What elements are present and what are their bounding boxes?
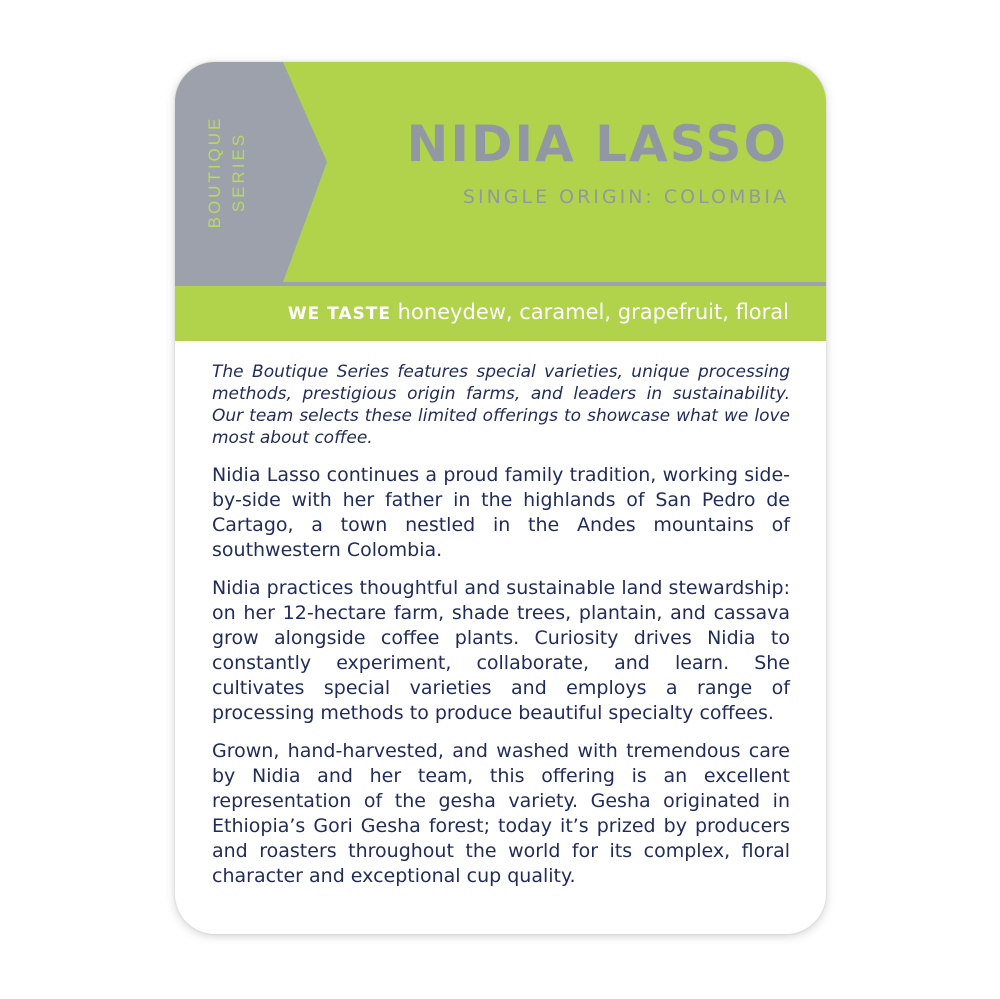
series-band <box>175 62 335 282</box>
tasting-notes-line <box>288 300 789 324</box>
description-paragraph: Grown, hand-harvested, and washed with tremendous care by Nidia and her team, this offering is an excellent representation of the gesha variety. Gesha originated in Ethiopia’s Gori Gesha forest; today it’s prized by producers and roasters throughout the world for its complex, floral character and exceptional cup quality. <box>212 740 790 887</box>
coffee-info-card <box>175 62 826 934</box>
series-label-line-1: BOUTIQUE <box>205 115 224 229</box>
tasting-notes-values: honeydew, caramel, grapefruit, floral <box>397 300 789 324</box>
tasting-notes-label: WE TASTE <box>287 304 391 324</box>
card-body <box>212 361 790 902</box>
series-label-line-2: SERIES <box>229 131 248 213</box>
origin-subtitle: SINGLE ORIGIN: COLOMBIA <box>462 186 789 208</box>
description-paragraph: Nidia Lasso continues a proud family tradition, working side-by-side with her father in the highlands of San Pedro de Cartago, a town nestled in the Andes mountains of southwestern Colombia. <box>212 464 790 561</box>
description-paragraph: Nidia practices thoughtful and sustainable land stewardship: on her 12-hectare farm, shade trees, plantain, and cassava grow alongside coffee plants. Curiosity drives Nidia to constantly experiment, collaborate, and learn. She cultivates special varieties and employs a range of processing methods to produce beautiful specialty coffees. <box>212 577 790 724</box>
card-header <box>175 62 826 282</box>
series-intro: The Boutique Series features special varieties, unique processing methods, prestigious origin farms, and leaders in sustainability. Our team selects these limited offerings to showcase what we love most about coffee. <box>212 362 790 448</box>
producer-title: NIDIA LASSO <box>406 115 788 173</box>
tasting-notes-bar <box>175 286 826 341</box>
series-label <box>203 116 251 229</box>
